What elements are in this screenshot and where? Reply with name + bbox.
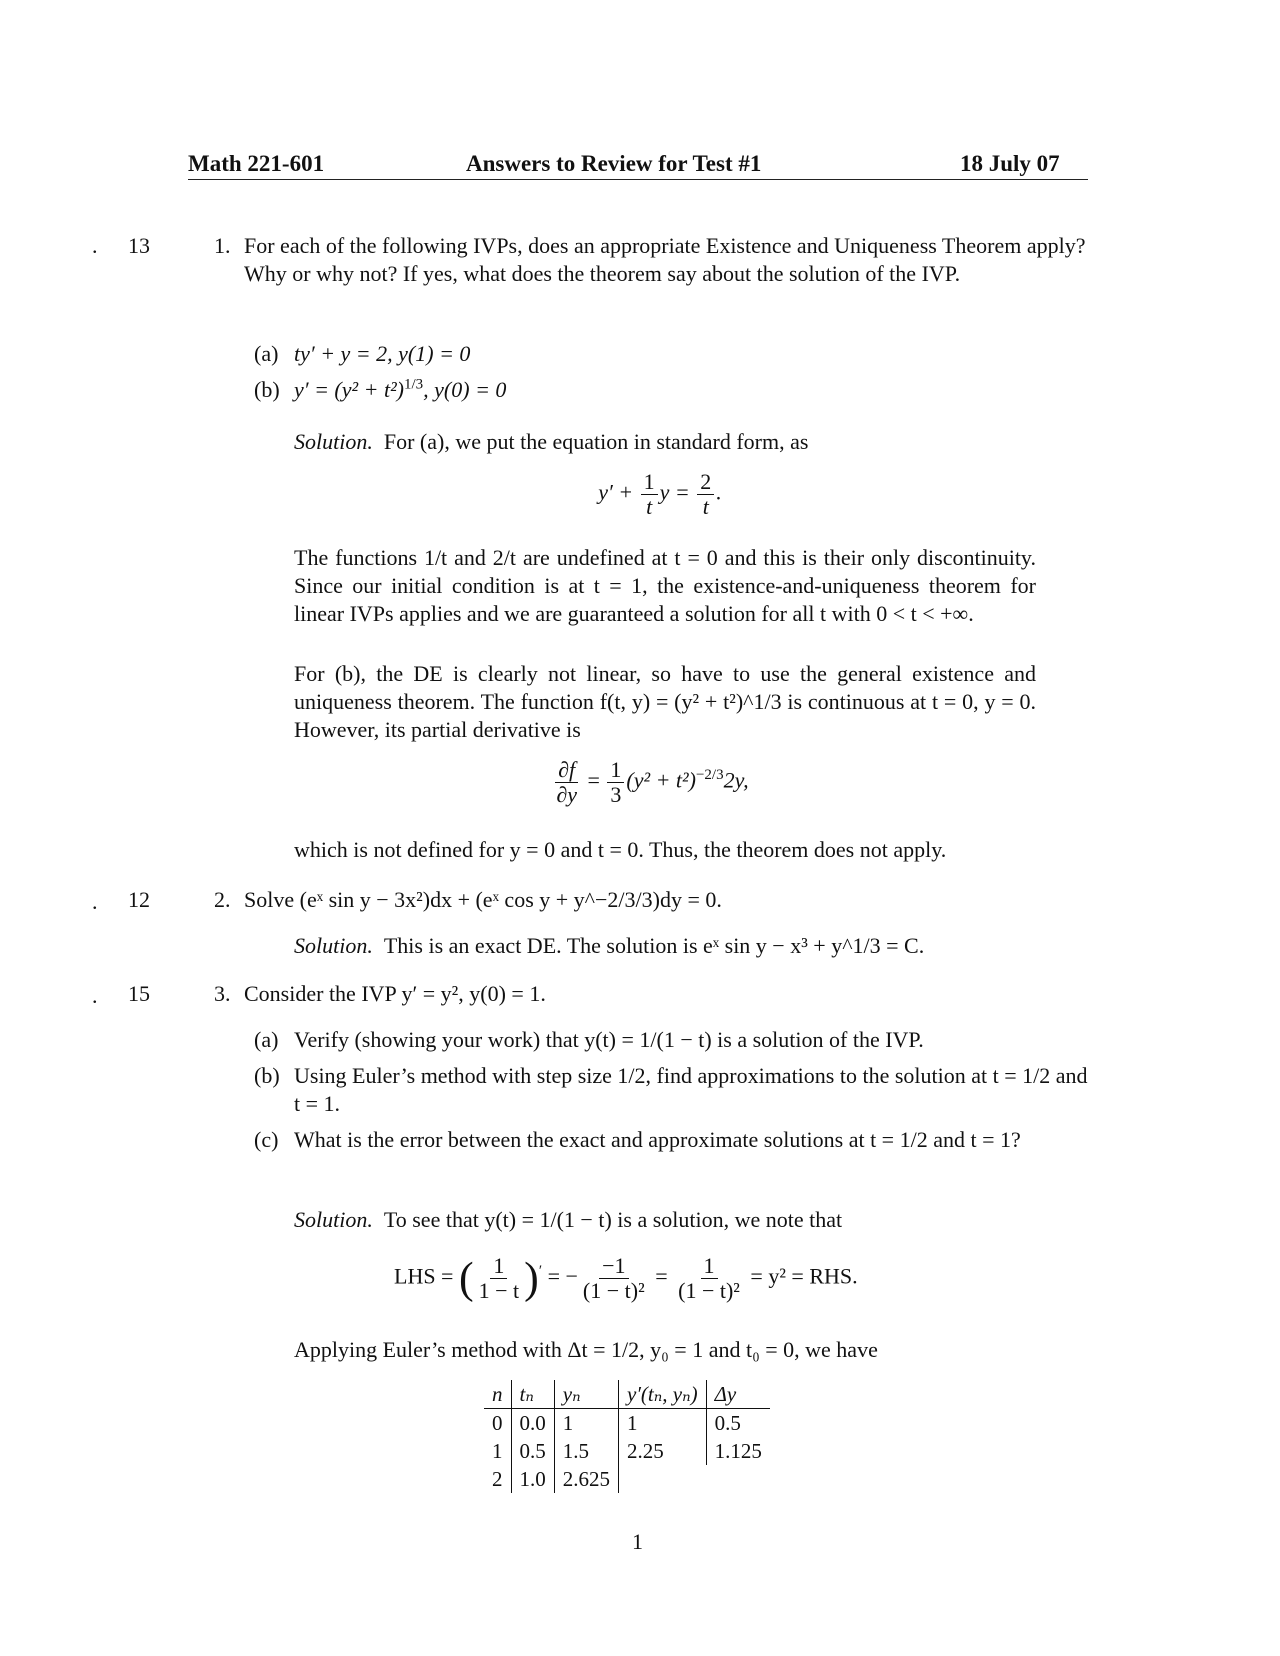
problem3-euler-intro: Applying Euler’s method with Δt = 1/2, y₀ = 1 and t₀ = 0, we have [294, 1337, 878, 1362]
table-row: 1 0.5 1.5 2.25 1.125 [484, 1437, 770, 1465]
margin-score-2: 12 [128, 887, 150, 912]
problem3-question: Consider the IVP y′ = y², y(0) = 1. [244, 981, 546, 1006]
euler-table-header [484, 1380, 770, 1409]
problem3-solution-intro: To see that y(t) = 1/(1 − t) is a solution, we note that [383, 1207, 843, 1232]
table-header-slope: y′(tₙ, yₙ) [619, 1380, 707, 1409]
problem1-question: For each of the following IVPs, does an appropriate Existence and Uniqueness Theorem apply? Why or why not? If yes, what does the theorem say about the solution of the IVP. [244, 233, 1086, 286]
problem1-conclusion: which is not defined for y = 0 and t = 0. Thus, the theorem does not apply. [294, 837, 947, 862]
euler-table-wrap [484, 1380, 770, 1493]
header-date: 18 July 07 [960, 151, 1060, 176]
problem1-solution-intro-line [294, 428, 808, 456]
page-number: 1 [632, 1529, 643, 1554]
header-rule [188, 179, 1088, 180]
problem2-solution: This is an exact DE. The solution is eˣ sin y − x³ + y^1/3 = C. [383, 933, 925, 958]
table-header-tn: tₙ [511, 1380, 554, 1409]
problem3-part-c: What is the error between the exact and approximate solutions at t = 1/2 and t = 1? [294, 1127, 1021, 1152]
problem3-part-a: Verify (showing your work) that y(t) = 1/(1 − t) is a solution of the IVP. [294, 1027, 924, 1052]
problem3-part-c-label: (c) [254, 1127, 279, 1152]
margin-dot-2: . [92, 889, 98, 914]
table-row: 0 0.0 1 1 0.5 [484, 1409, 770, 1438]
problem1-part-b-exp: 1/3 [404, 376, 424, 393]
equation-partial-derivative: $\frac{\partial f}{\partial y}$ = $\frac{1}{3}$ $(y^2 + t^2)^{-2/3}2y$, [556, 757, 749, 807]
problem3-solution-line [294, 1206, 842, 1234]
problem1-part-a: ty′ + y = 2, y(1) = 0 [294, 341, 471, 366]
problem1-paragraph-a: The functions 1/t and 2/t are undefined at t = 0 and this is their only discontinuity. Since our initial condition is at t = 1, the existence-and-uniqueness theorem for linear IVPs applies and we are guaranteed a solution for all t with 0 < t < +∞. [294, 545, 1036, 626]
problem1-part-a-label: (a) [254, 341, 279, 366]
table-row: 2 1.0 2.625 [484, 1465, 770, 1493]
problem1-solution-label: Solution. [294, 429, 373, 454]
equation-standard-form: y′ + $\frac{1}{t}$ y = $\frac{2}{t}$ . [598, 469, 722, 519]
problem3-part-b-label: (b) [254, 1063, 280, 1088]
margin-dot-1: . [92, 233, 98, 258]
margin-dot-3: . [92, 983, 98, 1008]
problem1-solution-intro: For (a), we put the equation in standard form, as [383, 429, 809, 454]
problem2-solution-line [294, 932, 924, 960]
problem1-part-b-main: y′ = (y² + t²) [294, 377, 404, 402]
margin-score-3: 15 [128, 981, 150, 1006]
table-header-yn: yₙ [554, 1380, 618, 1409]
problem3-solution-label: Solution. [294, 1207, 373, 1232]
equation-lhs-rhs: LHS = ( $\frac{1}{1 - t}$ )′ = − $\frac{-1}{\text{(1 − t)²}}$ = $\frac{1}{\text{(1 − t)²}}$ = y² = RHS. [394, 1253, 858, 1303]
problem1-paragraph-b: For (b), the DE is clearly not linear, so have to use the general existence and uniqueness theorem. The function f(t, y) = (y² + t²)^1/3 is continuous at t = 0, y = 0. However, its partial derivative is [294, 661, 1036, 742]
problem3-part-a-label: (a) [254, 1027, 279, 1052]
problem1-part-b-label: (b) [254, 377, 280, 402]
euler-table [484, 1380, 770, 1493]
margin-score-1: 13 [128, 233, 150, 258]
problem1-part-b-ic: , y(0) = 0 [423, 377, 507, 402]
header-title: Answers to Review for Test #1 [466, 151, 762, 176]
table-header-dy: Δy [706, 1380, 770, 1409]
problem2-solution-label: Solution. [294, 933, 373, 958]
problem1-number: 1. [214, 233, 231, 258]
problem2-question: Solve (eˣ sin y − 3x²)dx + (eˣ cos y + y^−2/3/3)dy = 0. [244, 887, 722, 912]
problem3-part-b: Using Euler’s method with step size 1/2, find approximations to the solution at t = 1/2 and t = 1. [294, 1063, 1088, 1116]
problem2-number: 2. [214, 887, 231, 912]
problem1-part-b [294, 376, 506, 404]
problem3-number: 3. [214, 981, 231, 1006]
header-course: Math 221-601 [188, 151, 325, 176]
table-header-n: n [484, 1380, 511, 1409]
